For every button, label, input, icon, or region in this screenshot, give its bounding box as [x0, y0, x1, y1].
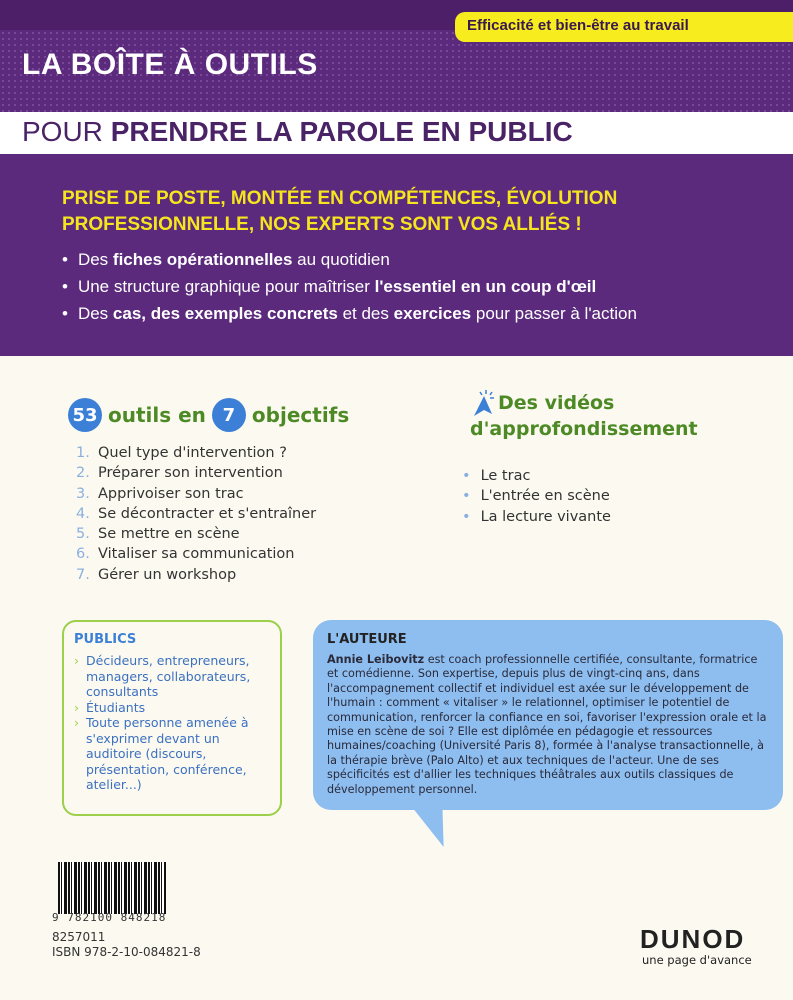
- list-item: • Le trac: [462, 466, 611, 486]
- pitch-headline: PRISE DE POSTE, MONTÉE EN COMPÉTENCES, ÉVOLUTION PROFESSIONNELLE, NOS EXPERTS SONT VOS ALLIÉS !: [62, 188, 618, 235]
- book-title: LA BOÎTE À OUTILS: [22, 48, 318, 81]
- list-item: 7. Gérer un workshop: [76, 566, 237, 583]
- list-item: › Toute personne amenée à s'exprimer devant un auditoire (discours, présentation, conférence, atelier...): [74, 715, 270, 793]
- list-item: 6. Vitaliser sa communication: [76, 546, 295, 563]
- feature-list: [62, 246, 637, 327]
- feature-item: • Une structure graphique pour maîtriser l'essentiel en un coup d'œil: [62, 273, 637, 300]
- videos-heading: Des vidéos d'approfondissement: [470, 392, 698, 440]
- feature-item: • Des fiches opérationnelles au quotidien: [62, 246, 637, 273]
- list-item: • La lecture vivante: [462, 507, 611, 527]
- barcode-number: 9 782100 848218: [52, 911, 167, 924]
- barcode: [58, 862, 166, 914]
- author-bubble: L'AUTEURE Annie Leibovitz est coach professionnelle certifiée, consultante, formatrice et comédienne. Son expertise, depuis plus de vingt-cinq ans, dans l'accompagnement collectif et individuel est axée sur le développement de l'humain : comment « vitaliser » le relationnel, optimiser le potentiel de communication, renforcer la confiance en soi, favoriser l'expression orale et la mise en scène de soi ? Elle est diplômée en pédagogie et ressources humaines/coaching (Université Paris 8), formée à l'analyse transactionnelle, à la thérapie brève (Palo Alto) et aux techniques de l'acteur. Une de ses spécificités est d'allier les techniques théâtrales aux outils classiques de développement personnel.: [313, 620, 783, 810]
- list-item: 5. Se mettre en scène: [76, 526, 240, 543]
- list-item: 4. Se décontracter et s'entraîner: [76, 505, 317, 522]
- speech-bubble-tail: [410, 805, 457, 847]
- objectives-list: [76, 443, 316, 585]
- objectives-count-badge: 7: [212, 398, 246, 432]
- list-item: 3. Apprivoiser son trac: [76, 485, 244, 502]
- videos-list: [462, 466, 611, 527]
- list-item: 1. Quel type d'intervention ?: [76, 445, 287, 461]
- objectives-heading: 53 outils en 7 objectifs: [68, 398, 349, 432]
- publics-box: PUBLICS › Décideurs, entrepreneurs, managers, collaborateurs, consultants › Étudiants › Toute personne amenée à s'exprimer devant un auditoire (discours, présentation, conférence, atelier...): [62, 620, 282, 816]
- list-item: • L'entrée en scène: [462, 486, 611, 506]
- book-subtitle: POUR PRENDRE LA PAROLE EN PUBLIC: [22, 116, 573, 147]
- list-item: 2. Préparer son intervention: [76, 465, 283, 482]
- list-item: › Étudiants: [74, 700, 270, 716]
- feature-item: • Des cas, des exemples concrets et des exercices pour passer à l'action: [62, 300, 637, 327]
- publisher-logo: DUNOD: [640, 924, 746, 954]
- publisher-tagline: une page d'avance: [642, 953, 752, 967]
- list-item: › Décideurs, entrepreneurs, managers, collaborateurs, consultants: [74, 653, 270, 700]
- isbn-block: 8257011 ISBN 978-2-10-084821-8: [52, 930, 201, 959]
- tools-count-badge: 53: [68, 398, 102, 432]
- series-tag: Efficacité et bien-être au travail: [455, 12, 793, 42]
